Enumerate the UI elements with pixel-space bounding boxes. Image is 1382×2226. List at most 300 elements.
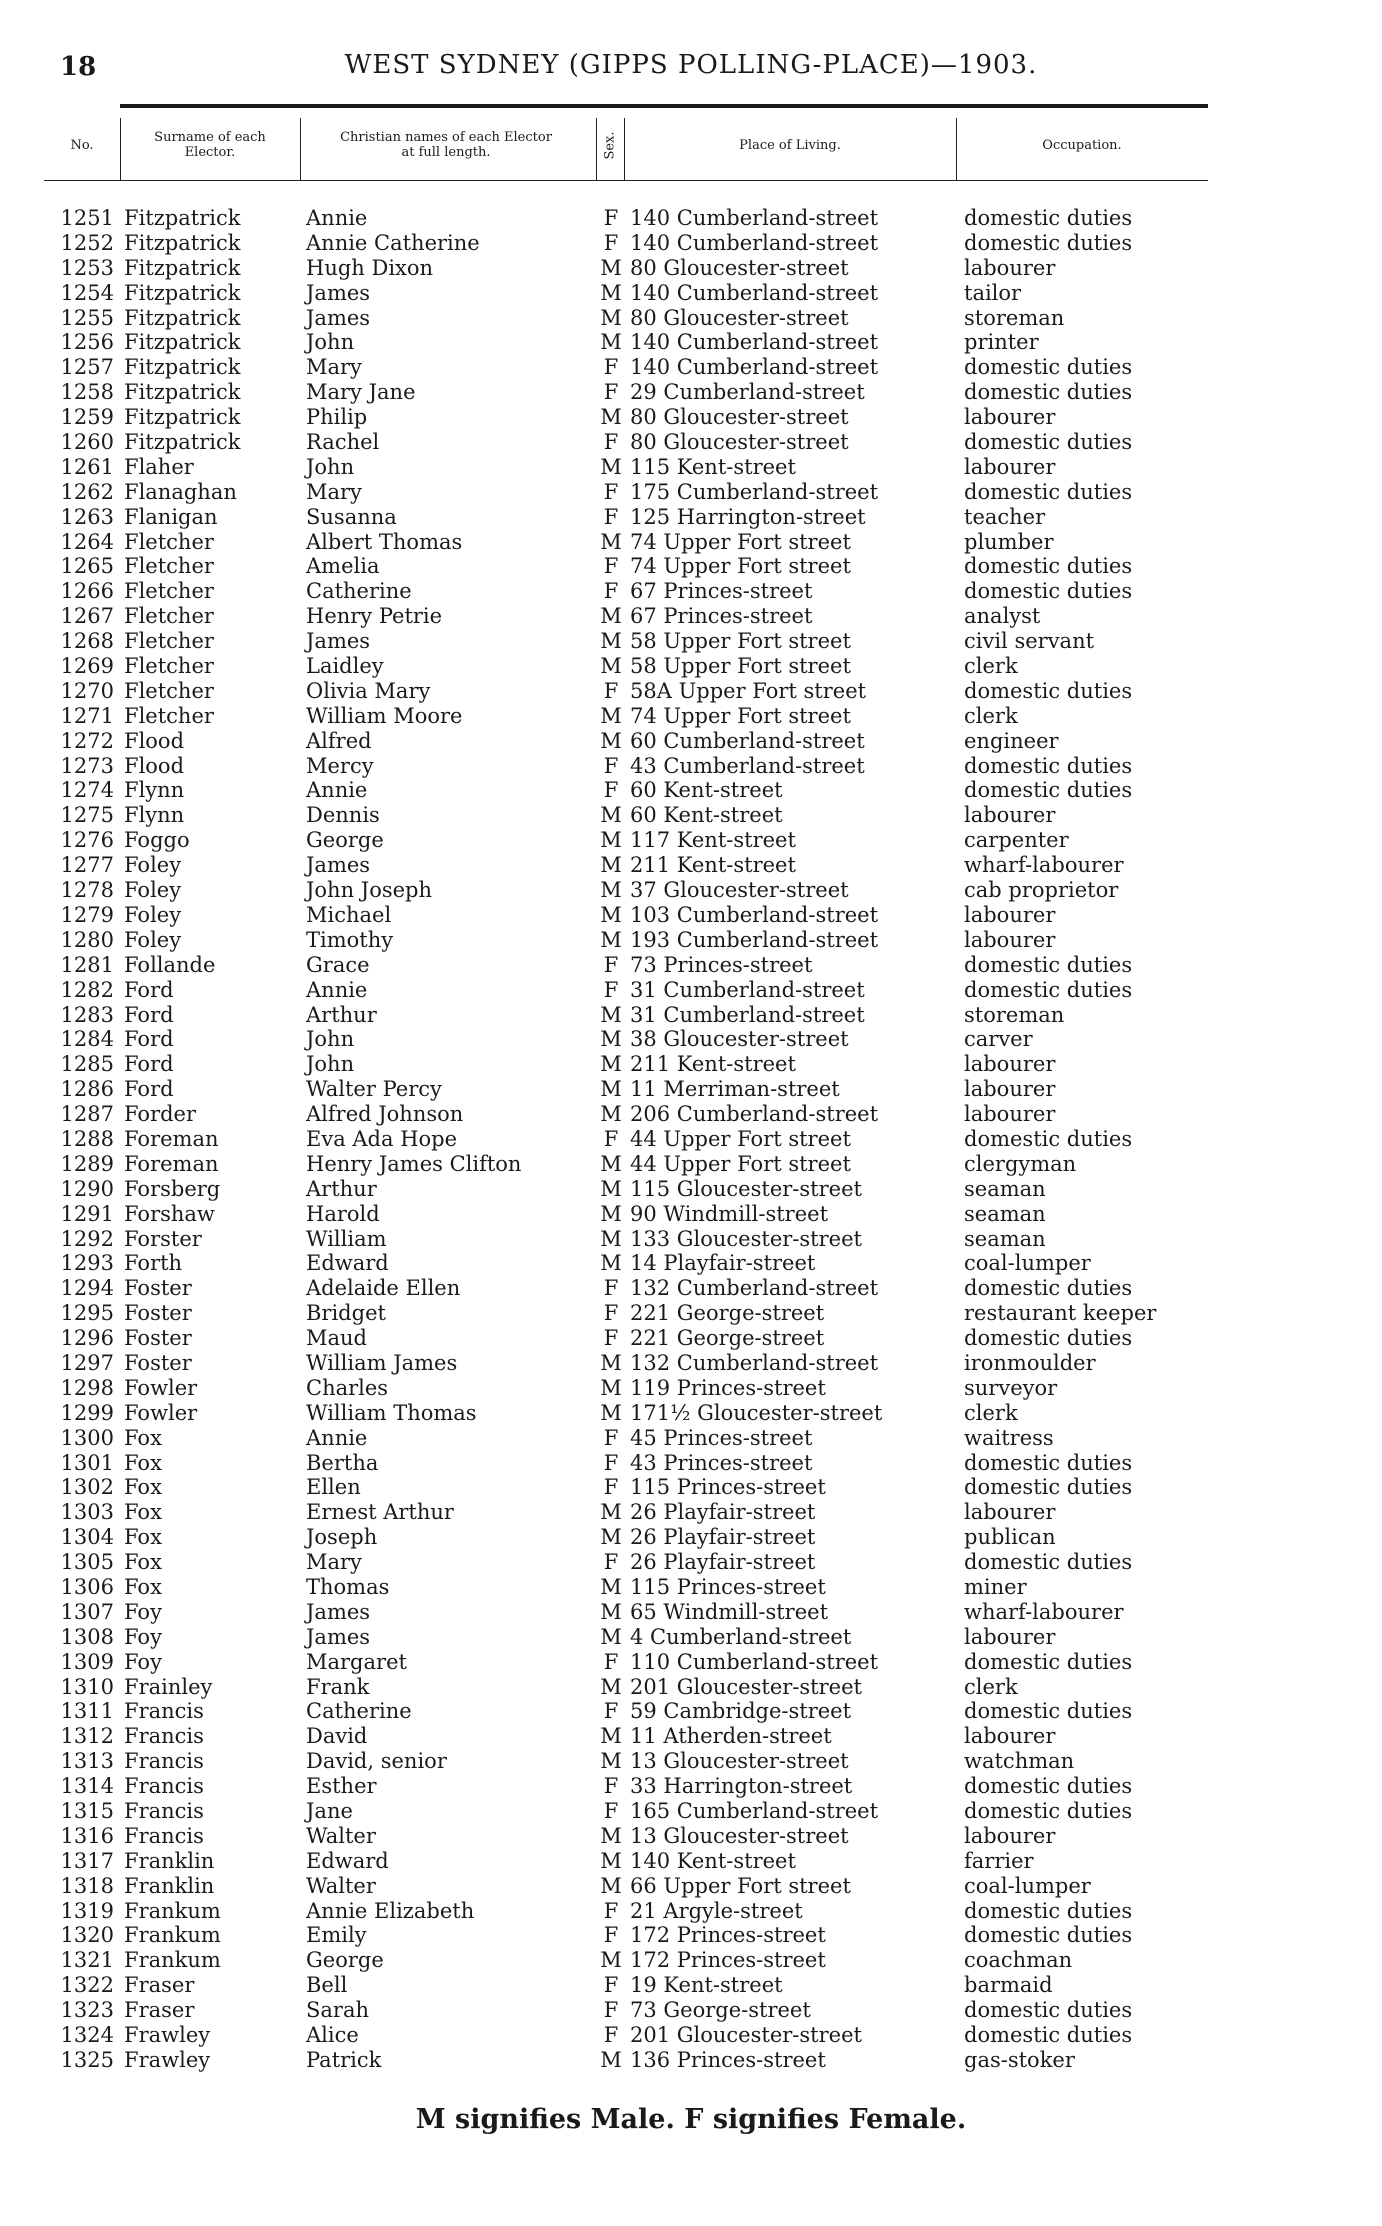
elector-surname: Francis <box>124 1823 204 1848</box>
table-row <box>0 1276 1382 1301</box>
elector-place-of-living: 21 Argyle-street <box>630 1898 803 1923</box>
elector-place-of-living: 26 Playfair-street <box>630 1550 816 1575</box>
table-row <box>0 505 1382 530</box>
table-row <box>0 629 1382 654</box>
elector-christian-names: Alice <box>306 2023 359 2048</box>
elector-place-of-living: 103 Cumberland-street <box>630 902 879 927</box>
elector-surname: Fitzpatrick <box>124 430 241 455</box>
elector-occupation: surveyor <box>964 1375 1058 1400</box>
elector-christian-names: Henry Petrie <box>306 604 443 629</box>
elector-christian-names: Walter <box>306 1873 376 1898</box>
table-row <box>0 828 1382 853</box>
elector-sex: M <box>600 1525 622 1550</box>
elector-sex: M <box>600 1077 622 1102</box>
elector-occupation: domestic duties <box>964 1998 1133 2023</box>
elector-sex: M <box>600 604 622 629</box>
elector-occupation: labourer <box>964 1052 1056 1077</box>
elector-number: 1290 <box>60 1176 114 1201</box>
table-row <box>0 1077 1382 1102</box>
elector-number: 1319 <box>60 1898 114 1923</box>
page-title: WEST SYDNEY (GIPPS POLLING-PLACE)—1903. <box>344 50 1038 80</box>
elector-occupation: labourer <box>964 405 1056 430</box>
elector-place-of-living: 26 Playfair-street <box>630 1500 816 1525</box>
elector-christian-names: Walter <box>306 1823 376 1848</box>
elector-occupation: domestic duties <box>964 1649 1133 1674</box>
elector-number: 1296 <box>60 1326 114 1351</box>
table-row <box>0 1475 1382 1500</box>
table-row <box>0 380 1382 405</box>
elector-place-of-living: 110 Cumberland-street <box>630 1649 879 1674</box>
elector-number: 1269 <box>60 654 114 679</box>
table-row <box>0 2023 1382 2048</box>
elector-sex: F <box>603 1973 619 1998</box>
elector-surname: Fletcher <box>124 678 214 703</box>
elector-sex: M <box>600 1749 622 1774</box>
elector-place-of-living: 13 Gloucester-street <box>630 1749 849 1774</box>
elector-occupation: plumber <box>964 529 1054 554</box>
elector-sex: F <box>603 1276 619 1301</box>
elector-surname: Frankum <box>124 1948 221 1973</box>
elector-occupation: domestic duties <box>964 2023 1133 2048</box>
table-row <box>0 803 1382 828</box>
elector-christian-names: George <box>306 828 384 853</box>
table-row <box>0 1251 1382 1276</box>
elector-christian-names: Timothy <box>306 927 394 952</box>
elector-sex: M <box>600 529 622 554</box>
table-row <box>0 1625 1382 1650</box>
elector-place-of-living: 117 Kent-street <box>630 828 796 853</box>
elector-place-of-living: 193 Cumberland-street <box>630 927 879 952</box>
elector-christian-names: Emily <box>306 1923 367 1948</box>
elector-occupation: wharf-labourer <box>964 853 1124 878</box>
elector-number: 1288 <box>60 1126 114 1151</box>
elector-sex: F <box>603 355 619 380</box>
elector-christian-names: Michael <box>306 902 392 927</box>
table-row <box>0 455 1382 480</box>
elector-number: 1317 <box>60 1848 114 1873</box>
elector-place-of-living: 58A Upper Fort street <box>630 678 867 703</box>
elector-surname: Ford <box>124 1002 174 1027</box>
elector-number: 1283 <box>60 1002 114 1027</box>
elector-occupation: teacher <box>964 504 1046 529</box>
elector-occupation: domestic duties <box>964 579 1133 604</box>
elector-surname: Foley <box>124 853 182 878</box>
elector-surname: Flood <box>124 753 185 778</box>
table-row <box>0 1675 1382 1700</box>
elector-christian-names: William James <box>306 1350 458 1375</box>
table-row <box>0 480 1382 505</box>
elector-surname: Ford <box>124 1027 174 1052</box>
elector-christian-names: James <box>306 629 371 654</box>
elector-place-of-living: 58 Upper Fort street <box>630 629 851 654</box>
elector-place-of-living: 43 Cumberland-street <box>630 753 865 778</box>
elector-number: 1261 <box>60 454 114 479</box>
elector-christian-names: Olivia Mary <box>306 678 431 703</box>
elector-number: 1280 <box>60 927 114 952</box>
elector-surname: Franklin <box>124 1873 215 1898</box>
elector-occupation: barmaid <box>964 1973 1053 1998</box>
elector-christian-names: Esther <box>306 1774 377 1799</box>
elector-number: 1311 <box>60 1699 114 1724</box>
elector-surname: Flynn <box>124 778 185 803</box>
elector-occupation: coachman <box>964 1948 1073 1973</box>
elector-christian-names: John <box>306 330 355 355</box>
elector-occupation: clerk <box>964 654 1018 679</box>
elector-sex: M <box>600 1500 622 1525</box>
elector-number: 1302 <box>60 1475 114 1500</box>
elector-christian-names: Henry James Clifton <box>306 1151 522 1176</box>
column-header-no: No. <box>70 137 94 153</box>
elector-surname: Fitzpatrick <box>124 206 241 230</box>
elector-place-of-living: 140 Cumberland-street <box>630 230 879 255</box>
elector-sex: M <box>600 1823 622 1848</box>
table-row <box>0 754 1382 779</box>
elector-christian-names: William Moore <box>306 703 463 728</box>
elector-sex: M <box>600 1574 622 1599</box>
elector-place-of-living: 115 Princes-street <box>630 1475 826 1500</box>
elector-occupation: clerk <box>964 1674 1018 1699</box>
elector-occupation: domestic duties <box>964 753 1133 778</box>
elector-sex: F <box>603 678 619 703</box>
elector-place-of-living: 115 Princes-street <box>630 1574 826 1599</box>
elector-christian-names: Jane <box>306 1799 353 1823</box>
elector-christian-names: Alfred Johnson <box>306 1102 464 1127</box>
elector-occupation: tailor <box>964 280 1022 305</box>
elector-place-of-living: 115 Gloucester-street <box>630 1176 862 1201</box>
table-row <box>0 1177 1382 1202</box>
elector-christian-names: Harold <box>306 1201 380 1226</box>
table-row <box>0 1799 1382 1824</box>
elector-number: 1254 <box>60 280 114 305</box>
elector-number: 1318 <box>60 1873 114 1898</box>
elector-surname: Fitzpatrick <box>124 380 241 405</box>
elector-sex: M <box>600 1599 622 1624</box>
table-row <box>0 1027 1382 1052</box>
elector-number: 1292 <box>60 1226 114 1251</box>
elector-christian-names: John <box>306 1052 355 1077</box>
table-row <box>0 579 1382 604</box>
elector-number: 1278 <box>60 878 114 903</box>
elector-place-of-living: 171½ Gloucester-street <box>630 1400 883 1425</box>
column-header-place-of-living: Place of Living. <box>739 137 841 153</box>
elector-number: 1252 <box>60 230 114 255</box>
elector-place-of-living: 132 Cumberland-street <box>630 1350 879 1375</box>
elector-sex: M <box>600 1176 622 1201</box>
elector-place-of-living: 45 Princes-street <box>630 1425 813 1450</box>
elector-sex: M <box>600 828 622 853</box>
elector-surname: Foster <box>124 1350 192 1375</box>
elector-occupation: labourer <box>964 255 1056 280</box>
elector-place-of-living: 60 Kent-street <box>630 803 783 828</box>
elector-number: 1295 <box>60 1301 114 1326</box>
elector-sex: M <box>600 1052 622 1077</box>
table-row <box>0 1650 1382 1675</box>
elector-sex: F <box>603 1998 619 2023</box>
elector-surname: Frankum <box>124 1923 221 1948</box>
elector-number: 1273 <box>60 753 114 778</box>
elector-number: 1293 <box>60 1251 114 1276</box>
table-row <box>0 1351 1382 1376</box>
elector-christian-names: Mary <box>306 355 362 380</box>
elector-surname: Frawley <box>124 2047 211 2072</box>
elector-christian-names: Edward <box>306 1848 389 1873</box>
table-row <box>0 654 1382 679</box>
elector-surname: Ford <box>124 1052 174 1077</box>
elector-occupation: watchman <box>964 1749 1075 1774</box>
elector-surname: Forsberg <box>124 1176 221 1201</box>
elector-occupation: labourer <box>964 1077 1056 1102</box>
table-row <box>0 1500 1382 1525</box>
elector-place-of-living: 19 Kent-street <box>630 1973 783 1998</box>
elector-sex: M <box>600 1873 622 1898</box>
elector-surname: Fox <box>124 1425 162 1450</box>
elector-christian-names: Amelia <box>306 554 380 579</box>
elector-place-of-living: 13 Gloucester-street <box>630 1823 849 1848</box>
elector-occupation: domestic duties <box>964 355 1133 380</box>
elector-christian-names: Thomas <box>306 1574 390 1599</box>
elector-place-of-living: 26 Playfair-street <box>630 1525 816 1550</box>
elector-christian-names: Edward <box>306 1251 389 1276</box>
elector-christian-names: James <box>306 1599 371 1624</box>
table-row <box>0 1525 1382 1550</box>
elector-surname: Franklin <box>124 1848 215 1873</box>
table-row <box>0 1600 1382 1625</box>
elector-place-of-living: 29 Cumberland-street <box>630 380 865 405</box>
elector-number: 1298 <box>60 1375 114 1400</box>
elector-surname: Fletcher <box>124 629 214 654</box>
elector-number: 1274 <box>60 778 114 803</box>
elector-number: 1285 <box>60 1052 114 1077</box>
elector-sex: F <box>603 1425 619 1450</box>
elector-surname: Forshaw <box>124 1201 215 1226</box>
table-row <box>0 1052 1382 1077</box>
elector-sex: M <box>600 1226 622 1251</box>
elector-sex: F <box>603 430 619 455</box>
elector-occupation: farrier <box>964 1848 1034 1873</box>
elector-place-of-living: 201 Gloucester-street <box>630 1674 862 1699</box>
table-row <box>0 778 1382 803</box>
elector-sex: M <box>600 1350 622 1375</box>
elector-christian-names: Grace <box>306 952 370 977</box>
table-row <box>0 1699 1382 1724</box>
elector-christian-names: Maud <box>306 1326 367 1351</box>
table-row <box>0 405 1382 430</box>
elector-surname: Francis <box>124 1724 204 1749</box>
elector-place-of-living: 90 Windmill-street <box>630 1201 829 1226</box>
elector-christian-names: Laidley <box>306 654 384 679</box>
elector-place-of-living: 60 Cumberland-street <box>630 728 865 753</box>
elector-surname: Fox <box>124 1450 162 1475</box>
elector-sex: M <box>600 1251 622 1276</box>
elector-christian-names: Bell <box>306 1973 348 1998</box>
elector-christian-names: James <box>306 280 371 305</box>
elector-surname: Francis <box>124 1699 204 1724</box>
elector-sex: M <box>600 2047 622 2072</box>
elector-occupation: domestic duties <box>964 678 1133 703</box>
elector-occupation: labourer <box>964 1624 1056 1649</box>
elector-number: 1315 <box>60 1799 114 1823</box>
elector-surname: Foley <box>124 927 182 952</box>
table-row <box>0 530 1382 555</box>
table-row <box>0 1227 1382 1252</box>
elector-number: 1294 <box>60 1276 114 1301</box>
elector-number: 1275 <box>60 803 114 828</box>
elector-number: 1312 <box>60 1724 114 1749</box>
elector-surname: Forth <box>124 1251 183 1276</box>
elector-surname: Follande <box>124 952 216 977</box>
table-row <box>0 1824 1382 1849</box>
elector-sex: F <box>603 1649 619 1674</box>
elector-surname: Flood <box>124 728 185 753</box>
elector-place-of-living: 165 Cumberland-street <box>630 1799 879 1823</box>
elector-surname: Francis <box>124 1799 204 1823</box>
elector-christian-names: Annie Elizabeth <box>306 1898 475 1923</box>
elector-place-of-living: 74 Upper Fort street <box>630 529 851 554</box>
elector-christian-names: Frank <box>306 1674 370 1699</box>
elector-surname: Fletcher <box>124 654 214 679</box>
elector-occupation: carver <box>964 1027 1033 1052</box>
elector-place-of-living: 206 Cumberland-street <box>630 1102 879 1127</box>
elector-sex: F <box>603 1475 619 1500</box>
elector-sex: F <box>603 1774 619 1799</box>
table-row <box>0 1849 1382 1874</box>
elector-surname: Flanaghan <box>124 479 237 504</box>
elector-place-of-living: 211 Kent-street <box>630 1052 796 1077</box>
elector-christian-names: John <box>306 454 355 479</box>
elector-surname: Foreman <box>124 1151 219 1176</box>
elector-occupation: domestic duties <box>964 1898 1133 1923</box>
elector-occupation: labourer <box>964 927 1056 952</box>
elector-place-of-living: 65 Windmill-street <box>630 1599 829 1624</box>
table-row <box>0 679 1382 704</box>
table-row <box>0 1376 1382 1401</box>
elector-place-of-living: 140 Cumberland-street <box>630 330 879 355</box>
elector-occupation: waitress <box>964 1425 1054 1450</box>
elector-christian-names: Margaret <box>306 1649 407 1674</box>
elector-sex: M <box>600 654 622 679</box>
elector-number: 1286 <box>60 1077 114 1102</box>
elector-occupation: cab proprietor <box>964 878 1119 903</box>
elector-number: 1251 <box>60 206 114 230</box>
elector-surname: Foy <box>124 1649 162 1674</box>
elector-surname: Foley <box>124 902 182 927</box>
elector-christian-names: Hugh Dixon <box>306 255 434 280</box>
elector-place-of-living: 73 Princes-street <box>630 952 813 977</box>
elector-number: 1313 <box>60 1749 114 1774</box>
elector-place-of-living: 172 Princes-street <box>630 1923 826 1948</box>
elector-place-of-living: 140 Cumberland-street <box>630 355 879 380</box>
elector-surname: Forster <box>124 1226 202 1251</box>
elector-christian-names: Alfred <box>306 728 372 753</box>
table-row <box>0 281 1382 306</box>
elector-place-of-living: 60 Kent-street <box>630 778 783 803</box>
elector-sex: F <box>603 206 619 230</box>
elector-sex: M <box>600 878 622 903</box>
table-row <box>0 1326 1382 1351</box>
elector-occupation: domestic duties <box>964 554 1133 579</box>
table-row <box>0 1550 1382 1575</box>
elector-occupation: domestic duties <box>964 1450 1133 1475</box>
elector-occupation: domestic duties <box>964 1699 1133 1724</box>
elector-place-of-living: 67 Princes-street <box>630 604 813 629</box>
table-row <box>0 1426 1382 1451</box>
elector-number: 1305 <box>60 1550 114 1575</box>
elector-surname: Fox <box>124 1525 162 1550</box>
elector-sex: M <box>600 803 622 828</box>
table-row <box>0 355 1382 380</box>
column-header-surname: Surname of each Elector. <box>154 130 266 160</box>
elector-surname: Fitzpatrick <box>124 305 241 330</box>
elector-occupation: seaman <box>964 1176 1046 1201</box>
table-row <box>0 928 1382 953</box>
elector-christian-names: Walter Percy <box>306 1077 442 1102</box>
elector-number: 1323 <box>60 1998 114 2023</box>
elector-surname: Fox <box>124 1574 162 1599</box>
elector-place-of-living: 31 Cumberland-street <box>630 977 865 1002</box>
elector-number: 1309 <box>60 1649 114 1674</box>
elector-sex: F <box>603 380 619 405</box>
elector-number: 1322 <box>60 1973 114 1998</box>
elector-sex: F <box>603 1550 619 1575</box>
elector-christian-names: Arthur <box>306 1002 377 1027</box>
elector-sex: M <box>600 330 622 355</box>
elector-surname: Forder <box>124 1102 197 1127</box>
elector-surname: Fitzpatrick <box>124 230 241 255</box>
elector-sex: F <box>603 1799 619 1823</box>
table-row <box>0 1401 1382 1426</box>
elector-occupation: labourer <box>964 1724 1056 1749</box>
elector-surname: Frawley <box>124 2023 211 2048</box>
elector-sex: F <box>603 230 619 255</box>
elector-occupation: wharf-labourer <box>964 1599 1124 1624</box>
elector-sex: F <box>603 1301 619 1326</box>
elector-number: 1282 <box>60 977 114 1002</box>
elector-place-of-living: 4 Cumberland-street <box>630 1624 852 1649</box>
elector-place-of-living: 80 Gloucester-street <box>630 255 849 280</box>
elector-sex: F <box>603 1126 619 1151</box>
elector-number: 1307 <box>60 1599 114 1624</box>
elector-number: 1256 <box>60 330 114 355</box>
elector-sex: M <box>600 405 622 430</box>
elector-surname: Fitzpatrick <box>124 280 241 305</box>
elector-occupation: clerk <box>964 703 1018 728</box>
table-row <box>0 1724 1382 1749</box>
elector-christian-names: John <box>306 1027 355 1052</box>
elector-place-of-living: 140 Cumberland-street <box>630 280 879 305</box>
elector-sex: M <box>600 1948 622 1973</box>
elector-place-of-living: 172 Princes-street <box>630 1948 826 1973</box>
elector-sex: M <box>600 1002 622 1027</box>
elector-sex: M <box>600 853 622 878</box>
elector-place-of-living: 66 Upper Fort street <box>630 1873 851 1898</box>
elector-surname: Flanigan <box>124 504 218 529</box>
elector-number: 1272 <box>60 728 114 753</box>
elector-occupation: domestic duties <box>964 1475 1133 1500</box>
elector-sex: M <box>600 1201 622 1226</box>
elector-place-of-living: 175 Cumberland-street <box>630 479 879 504</box>
elector-number: 1255 <box>60 305 114 330</box>
elector-surname: Foy <box>124 1624 162 1649</box>
elector-occupation: domestic duties <box>964 1799 1133 1823</box>
table-row <box>0 1202 1382 1227</box>
elector-place-of-living: 73 George-street <box>630 1998 811 2023</box>
elector-number: 1265 <box>60 554 114 579</box>
elector-sex: F <box>603 554 619 579</box>
elector-number: 1308 <box>60 1624 114 1649</box>
elector-place-of-living: 201 Gloucester-street <box>630 2023 862 2048</box>
elector-sex: M <box>600 1724 622 1749</box>
elector-surname: Fox <box>124 1475 162 1500</box>
